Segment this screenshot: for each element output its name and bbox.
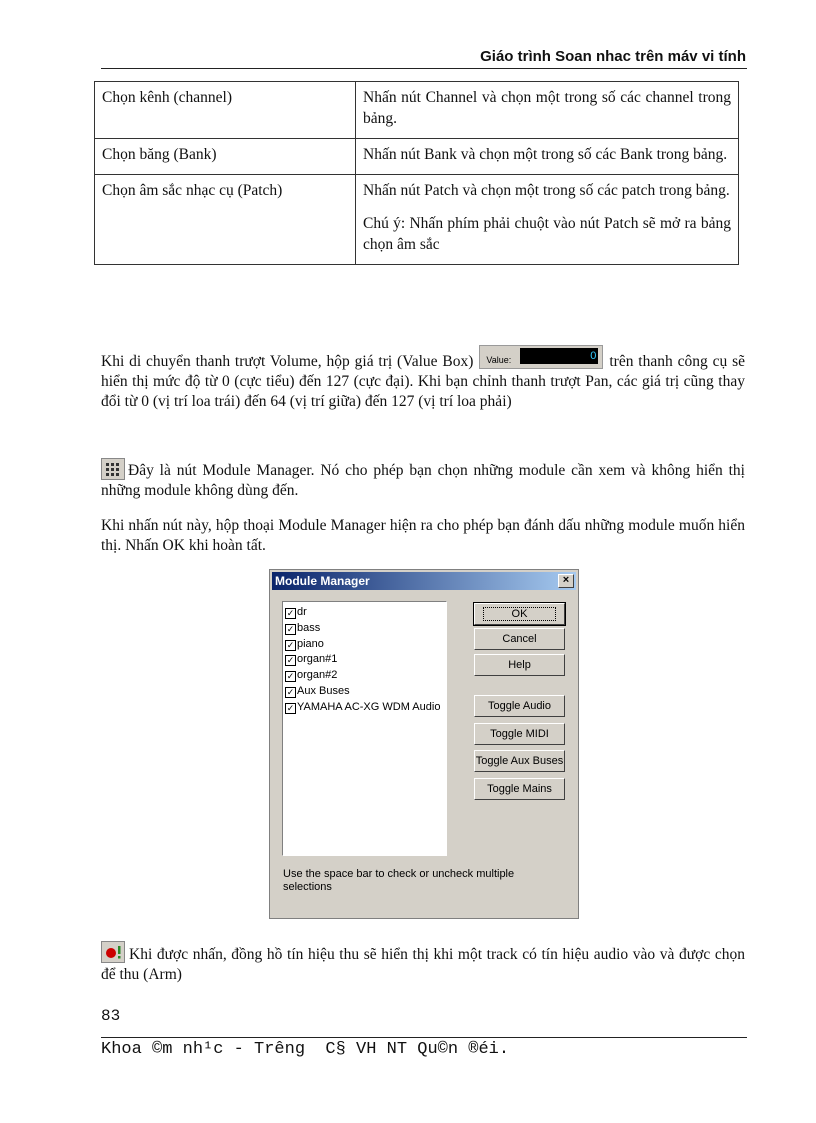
list-item[interactable] bbox=[285, 605, 444, 621]
list-item-label: piano bbox=[297, 637, 324, 650]
paragraph-text: Khi di chuyển thanh trượt Volume, hộp giá trị (Value Box) bbox=[101, 353, 474, 370]
table-cell-text: Nhấn nút Patch và chọn một trong số các patch trong bảng. bbox=[363, 182, 730, 199]
paragraph-text: Đây là nút Module Manager. Nó cho phép bạn chọn những module cần xem và không hiển thị những module không dùng đến. bbox=[101, 462, 745, 499]
dialog-hint: Use the space bar to check or uncheck multiple selections bbox=[283, 868, 515, 893]
close-icon[interactable]: × bbox=[558, 574, 574, 588]
list-item[interactable] bbox=[285, 684, 444, 700]
checkbox-checked-icon[interactable]: ✓ bbox=[286, 639, 295, 650]
cancel-button[interactable]: Cancel bbox=[474, 628, 565, 650]
list-item-label: Aux Buses bbox=[297, 684, 350, 697]
table-cell-description: Nhấn nút Channel và chọn một trong số các channel trong bảng. bbox=[356, 82, 739, 139]
table-cell-label: Chọn kênh (channel) bbox=[95, 82, 356, 139]
module-manager-dialog bbox=[269, 569, 579, 919]
table-cell-description bbox=[356, 175, 739, 265]
list-item[interactable] bbox=[285, 637, 444, 653]
paragraph-value-box bbox=[101, 345, 745, 412]
dialog-title: Module Manager bbox=[275, 574, 370, 588]
toggle-aux-buses-button[interactable]: Toggle Aux Buses bbox=[474, 750, 565, 772]
checkbox-checked-icon[interactable]: ✓ bbox=[286, 623, 295, 634]
list-item-label: organ#2 bbox=[297, 669, 338, 682]
checkbox-checked-icon[interactable]: ✓ bbox=[286, 686, 295, 697]
list-item[interactable] bbox=[285, 621, 444, 637]
table-cell-description: Nhấn nút Bank và chọn một trong số các Bank trong bảng. bbox=[356, 139, 739, 175]
record-arm-icon bbox=[101, 941, 125, 963]
header-rule bbox=[101, 68, 747, 69]
help-button[interactable]: Help bbox=[474, 654, 565, 676]
toggle-audio-button[interactable]: Toggle Audio bbox=[474, 695, 565, 717]
list-item-label: dr bbox=[297, 606, 307, 618]
footer-rule bbox=[101, 1037, 747, 1038]
ok-button[interactable] bbox=[474, 603, 565, 625]
toggle-mains-button[interactable]: Toggle Mains bbox=[474, 778, 565, 800]
checkbox-checked-icon[interactable]: ✓ bbox=[286, 702, 295, 713]
table-row bbox=[95, 82, 739, 139]
paragraph-arm bbox=[101, 941, 745, 985]
table-cell-label: Chọn âm sắc nhạc cụ (Patch) bbox=[95, 175, 356, 265]
dialog-titlebar bbox=[272, 572, 576, 590]
table-cell-label: Chọn băng (Bank) bbox=[95, 139, 356, 175]
toggle-midi-button[interactable]: Toggle MIDI bbox=[474, 723, 565, 745]
ok-button-label: OK bbox=[483, 607, 557, 621]
footer-text: Khoa ©m nh¹c - Trêng C§ VH NT Qu©n ®éi. bbox=[101, 1040, 510, 1059]
checkbox-checked-icon[interactable]: ✓ bbox=[286, 655, 295, 666]
table-cell-note: Chú ý: Nhấn phím phải chuột vào nút Patch sẽ mở ra bảng chọn âm sắc bbox=[363, 215, 731, 253]
list-item[interactable] bbox=[285, 652, 444, 668]
list-item-label: organ#1 bbox=[297, 653, 338, 666]
table-row bbox=[95, 139, 739, 175]
list-item[interactable] bbox=[285, 668, 444, 684]
list-item-label: YAMAHA AC-XG WDM Audio bbox=[297, 700, 441, 713]
paragraph-module-manager bbox=[101, 458, 745, 501]
checkbox-checked-icon[interactable]: ✓ bbox=[286, 608, 295, 618]
table-row bbox=[95, 175, 739, 265]
checkbox-checked-icon[interactable]: ✓ bbox=[286, 671, 295, 682]
page-number: 83 bbox=[101, 1007, 121, 1025]
list-item-label: bass bbox=[297, 621, 321, 634]
module-list[interactable] bbox=[282, 601, 447, 856]
value-box-image bbox=[479, 345, 603, 369]
value-box-label: Value: bbox=[486, 355, 512, 365]
info-table bbox=[94, 81, 739, 265]
header-title: Giáo trình Soan nhac trên máv vi tính bbox=[480, 48, 746, 65]
paragraph-text: trên thanh công cụ sẽ hiển thị mức độ từ 0 (cực tiểu) đến 127 (cực đại). Khi bạn chỉnh thanh trượt Pan, các giá trị cũng thay đổi từ 0 (vị trí loa trái) đến 64 (vị trí giữa) đến 127 (vị trí loa phải) bbox=[101, 353, 745, 410]
list-item[interactable] bbox=[285, 700, 444, 716]
module-manager-icon bbox=[101, 458, 125, 480]
paragraph-text: Khi được nhấn, đồng hồ tín hiệu thu sẽ hiển thị khi một track có tín hiệu audio vào và được chọn để thu (Arm) bbox=[101, 946, 745, 983]
paragraph-dialog-intro: Khi nhấn nút này, hộp thoại Module Manager hiện ra cho phép bạn đánh dấu những module muốn hiển thị. Nhấn OK khi hoàn tất. bbox=[101, 517, 745, 554]
value-box-field: 0 bbox=[520, 348, 598, 364]
